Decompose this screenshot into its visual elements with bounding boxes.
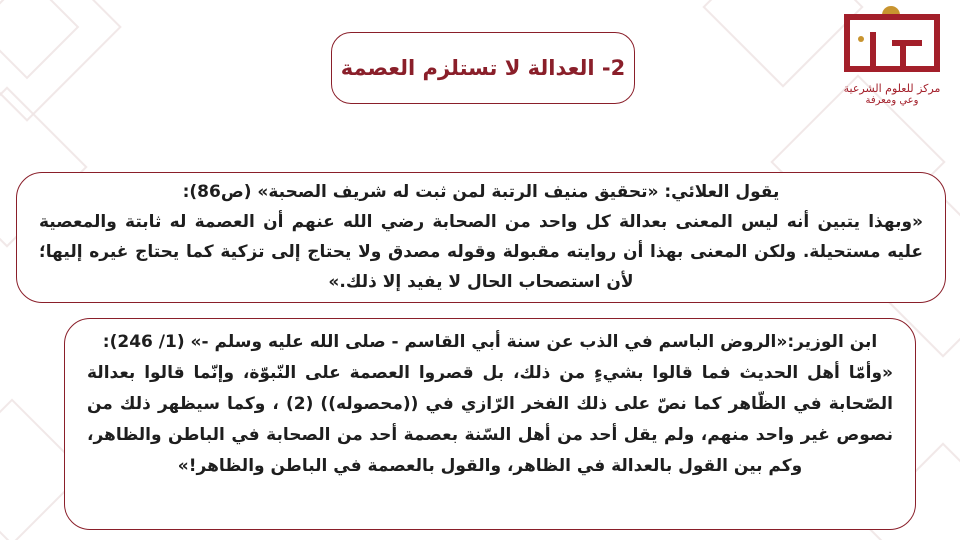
quote-body: «وبهذا يتبين أنه ليس المعنى بعدالة كل واحد من الصحابة رضي الله عنهم أن العصمة له ثابتة والمعصية عليه مستحيلة. ولكن المعنى بهذا أن روايته مقبولة وقوله مصدق ولا يحتاج إلى تزكية كما يحتاج غيره إليها؛ لأن استصحاب الحال لا يفيد إلا ذلك.»: [39, 212, 923, 292]
logo-subtagline: وعي ومعرفة: [865, 95, 919, 106]
title-box: [331, 32, 635, 104]
quote-source: ابن الوزير:«الروض الباسم في الذب عن سنة أبي القاسم - صلى الله عليه وسلم -» (1/ 246):: [102, 332, 878, 352]
logo: [836, 6, 948, 116]
quote-body: «وأمّا أهل الحديث فما قالوا بشيءٍ من ذلك، بل قصروا العصمة على النّبوّة، وإنّما قالوا بعدالة الصّحابة في الظّاهر كما نصّ على ذلك الفخر الرّازي في ((محصوله)) (2) ، وكما سيظهر ذلك من نصوص غير واحد منهم، ولم يقل أحد من أهل السّنة بعصمة أحد من الصحابة في الباطن والظاهر، وكم بين القول بالعدالة في الظاهر، والقول بالعصمة في الباطن والظاهر!»: [87, 363, 893, 476]
logo-tagline: مركز للعلوم الشرعية: [843, 82, 941, 95]
quote-box-alalaei: [16, 172, 946, 303]
quote-box-ibn-alwazir: [64, 318, 916, 530]
slide-title: 2- العدالة لا تستلزم العصمة: [340, 56, 626, 80]
quote-source: يقول العلائي: «تحقيق منيف الرتبة لمن ثبت له شريف الصحبة» (ص86):: [182, 182, 780, 202]
logo-mark-icon: [840, 6, 944, 76]
